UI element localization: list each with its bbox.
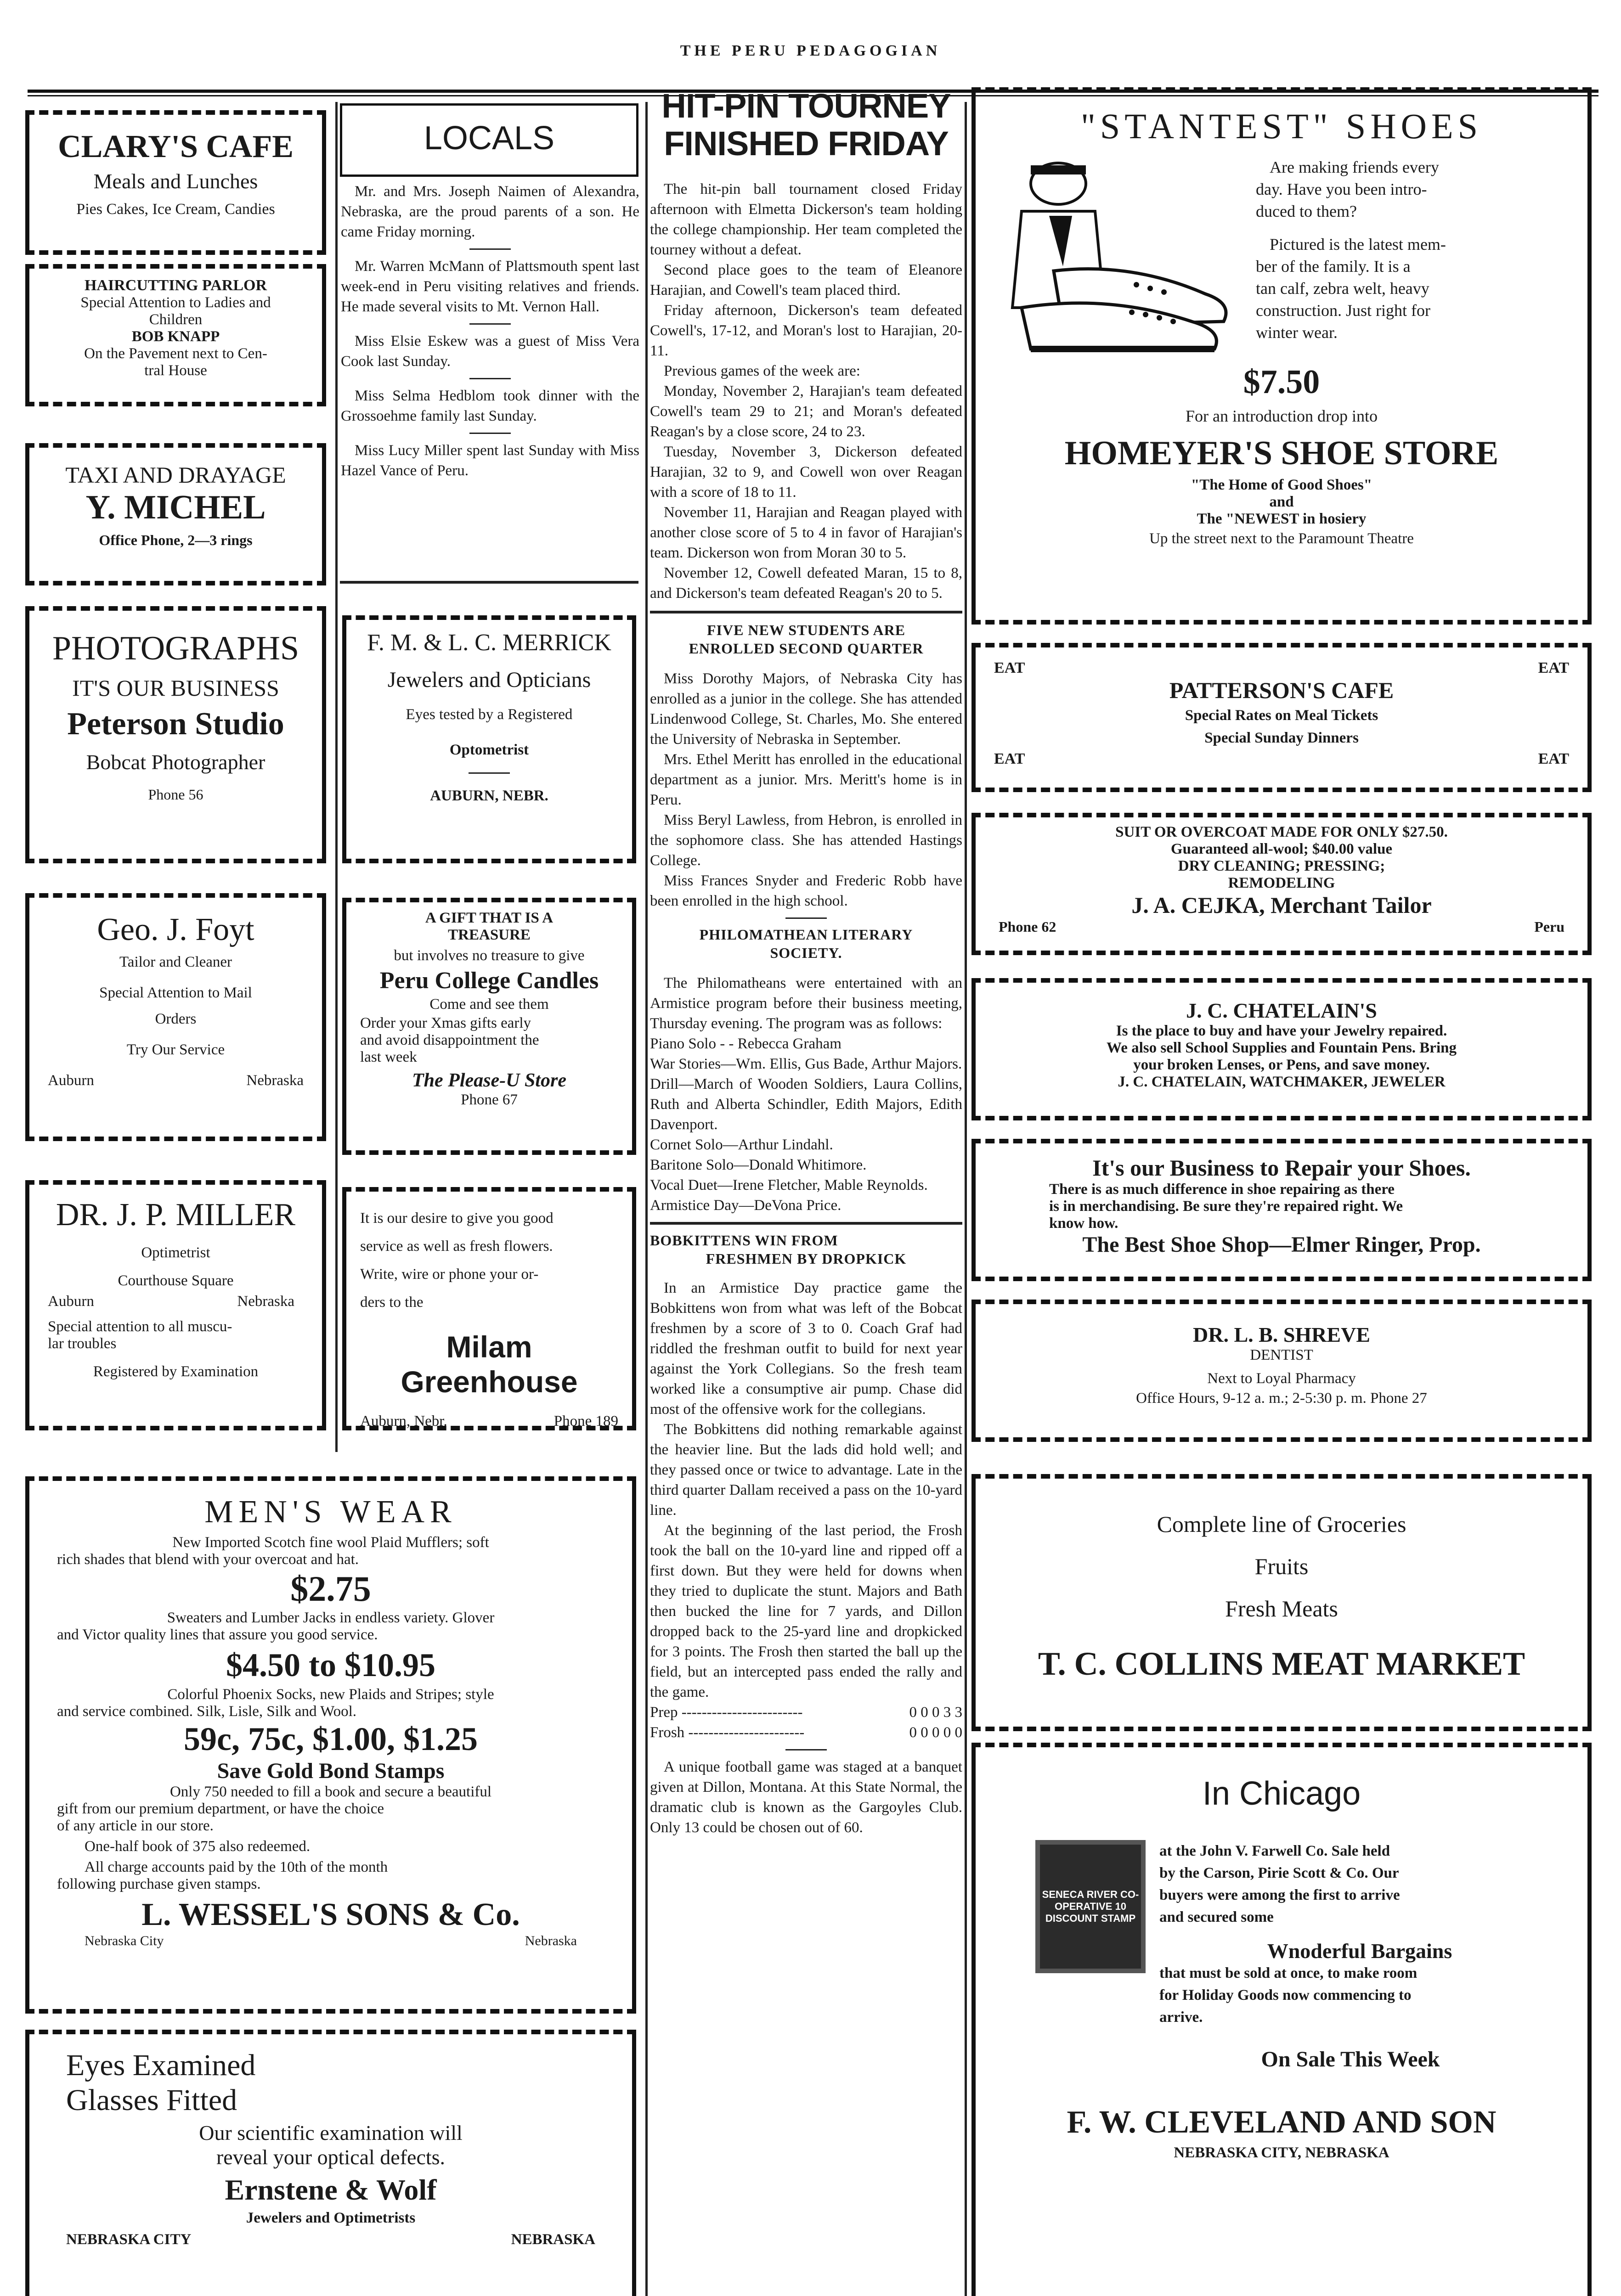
ad-name: Peterson Studio xyxy=(67,706,284,742)
program-line: Vocal Duet—Irene Fletcher, Mable Reynolds. xyxy=(650,1177,928,1193)
article-paragraph: Miss Beryl Lawless, from Hebron, is enrolled in the sophomore class. She has attended Hastings College. xyxy=(650,812,962,869)
ad-line: Save Gold Bond Stamps xyxy=(217,1759,445,1783)
ad-line: All charge accounts paid by the 10th of the month xyxy=(85,1859,388,1875)
ad-line: Our scientific examination will xyxy=(199,2121,463,2144)
ad-line: but involves no treasure to give xyxy=(394,947,585,964)
ad-title: Glasses Fitted xyxy=(66,2083,237,2117)
ad-line: arrive. xyxy=(1159,2009,1203,2026)
article-headline: FIVE NEW STUDENTS ARE xyxy=(706,622,906,638)
ad-chatelain xyxy=(971,978,1592,1120)
locals-item: Miss Elsie Eskew was a guest of Miss Vera Cook last Sunday. xyxy=(341,333,639,370)
ad-phone: Phone 56 xyxy=(148,786,203,803)
ad-clarys-cafe xyxy=(25,110,326,255)
locals-item: Miss Lucy Miller spent last Sunday with Miss Hazel Vance of Peru. xyxy=(341,442,639,479)
ad-haircutting-parlor xyxy=(25,264,326,406)
ad-line: Special Rates on Meal Tickets xyxy=(1185,707,1378,724)
locals-column xyxy=(341,181,639,481)
ad-title: Eyes Examined xyxy=(66,2048,256,2082)
shoe-illustration xyxy=(994,156,1251,358)
ad-line: and secured some xyxy=(1159,1909,1274,1925)
ad-line: and xyxy=(1269,494,1294,510)
article-paragraph: Second place goes to the team of Eleanore Harajian, and Cowell's team placed third. xyxy=(650,262,962,298)
ad-name: Y. MICHEL xyxy=(85,489,266,526)
article-paragraph: Miss Dorothy Majors, of Nebraska City has enrolled as a junior in the college. She has attended Lindenwood College, St. Charles, Mo. She entered the University of Nebraska in September. xyxy=(650,670,962,748)
ad-city: Peru xyxy=(1534,918,1565,935)
locals-item: Mr. Warren McMann of Plattsmouth spent last week-end in Peru visiting relatives and friends. He made several visits to Mt. Vernon Hall. xyxy=(341,258,639,315)
ad-title: CLARY'S CAFE xyxy=(58,129,294,164)
ad-line: buyers were among the first to arrive xyxy=(1159,1887,1400,1903)
ad-line: REMODELING xyxy=(1228,875,1335,891)
program-line: Cornet Solo—Arthur Lindahl. xyxy=(650,1137,833,1153)
ad-line: at the John V. Farwell Co. Sale held xyxy=(1159,1843,1390,1859)
ad-line: Fruits xyxy=(1254,1553,1309,1579)
ad-line: that must be sold at once, to make room xyxy=(1159,1965,1418,1981)
ad-line: Come and see them xyxy=(429,996,549,1013)
ad-line: Eyes tested by a Registered xyxy=(406,706,573,723)
ad-name: HOMEYER'S SHOE STORE xyxy=(1064,434,1499,472)
ad-city: Auburn xyxy=(48,1072,94,1089)
ad-line: construction. Just right for xyxy=(1256,301,1430,320)
locals-title: LOCALS xyxy=(424,120,555,157)
ad-title: HAIRCUTTING PARLOR xyxy=(84,277,267,294)
ad-line: tral House xyxy=(144,362,207,379)
ad-line: Special Sunday Dinners xyxy=(1204,730,1359,746)
ad-line: On the Pavement next to Cen- xyxy=(84,345,267,362)
ad-line: Special Attention to Mail xyxy=(99,985,252,1001)
column-rule xyxy=(645,102,648,2296)
ad-line: day. Have you been intro- xyxy=(1256,180,1427,198)
ad-collins-meat xyxy=(971,1474,1592,1731)
article-headline: SOCIETY. xyxy=(770,945,842,961)
ad-merrick xyxy=(342,615,636,863)
ad-line: Orders xyxy=(155,1011,197,1027)
ad-line: by the Carson, Pirie Scott & Co. Our xyxy=(1159,1865,1399,1881)
ad-line: service as well as fresh flowers. xyxy=(360,1238,553,1255)
ad-line: Optometrist xyxy=(449,742,529,758)
ad-mens-wear xyxy=(25,1476,636,2014)
ad-line: DENTIST xyxy=(1250,1347,1313,1363)
ad-line: "The Home of Good Shoes" xyxy=(1191,477,1372,493)
ad-line: lar troubles xyxy=(48,1335,117,1352)
ad-foyt xyxy=(25,893,326,1141)
ad-line: Sweaters and Lumber Jacks in endless variety. Glover xyxy=(167,1609,495,1626)
ad-title: In Chicago xyxy=(1202,1775,1361,1812)
ad-title: "STANTEST" SHOES xyxy=(1081,106,1482,146)
ad-line: TREASURE xyxy=(448,927,531,943)
article-paragraph: A unique football game was staged at a banquet given at Dillon, Montana. At this State Normal, the dramatic club is known as the Gargoyles Club. Only 13 could be chosen out of 60. xyxy=(650,1759,962,1836)
article-headline: BOBKITTENS WIN FROM xyxy=(650,1232,838,1249)
divider xyxy=(469,248,511,250)
ad-line: Children xyxy=(149,311,203,328)
ad-line: A GIFT THAT IS A xyxy=(425,910,554,926)
ad-line: your broken Lenses, or Pens, and save money. xyxy=(1133,1057,1430,1073)
ad-state: NEBRASKA xyxy=(511,2231,595,2248)
ad-line: Fresh Meats xyxy=(1225,1596,1338,1621)
program-line: Piano Solo - - Rebecca Graham xyxy=(650,1035,842,1052)
divider xyxy=(340,581,638,584)
article-headline: HIT-PIN TOURNEY xyxy=(661,87,951,125)
score-label: Frosh ----------------------- xyxy=(650,1724,805,1741)
divider xyxy=(650,1222,962,1225)
divider xyxy=(785,1749,827,1750)
article-headline: ENROLLED SECOND QUARTER xyxy=(689,640,924,657)
ad-line: Optimetrist xyxy=(141,1244,210,1261)
ad-line: Up the street next to the Paramount Theatre xyxy=(1149,530,1414,547)
seal-text: SENECA RIVER CO-OPERATIVE 10 DISCOUNT STAMP xyxy=(1042,1889,1139,1924)
ad-line: is in merchandising. Be sure they're repaired right. We xyxy=(1049,1198,1403,1215)
ad-state: Nebraska xyxy=(525,1933,577,1948)
ad-state: Nebraska xyxy=(246,1072,304,1089)
ad-line: Write, wire or phone your or- xyxy=(360,1266,539,1283)
ad-line: know how. xyxy=(1049,1215,1118,1232)
locals-item: Miss Selma Hedblom took dinner with the Grossoehme family last Sunday. xyxy=(341,388,639,424)
ad-line: and Victor quality lines that assure you good service. xyxy=(57,1626,378,1643)
ad-photographs xyxy=(25,606,326,863)
column-rule xyxy=(965,102,967,2296)
ad-name: F. M. & L. C. MERRICK xyxy=(367,630,611,656)
ad-line: SUIT OR OVERCOAT MADE FOR ONLY $27.50. xyxy=(1115,824,1448,840)
ad-line: There is as much difference in shoe repairing as there xyxy=(1049,1181,1395,1198)
article-paragraph: November 11, Harajian and Reagan played with another close score of 5 to 4 in favor of Harajian's team. Dickerson won from Moran 30 to 5. xyxy=(650,504,962,561)
ad-college-candles xyxy=(342,898,636,1155)
ad-line: Special attention to all muscu- xyxy=(48,1318,232,1335)
ad-taxi xyxy=(25,443,326,585)
article-paragraph: At the beginning of the last period, the Frosh took the ball on the 10-yard line and ripped off a first down. But they were held for downs when they tried to duplicate the stunt. Majors and Bath then bucked the line for 7 yards, and Dillon dropped back to the 25-yard line and dropkicked for 3 points. The Frosh then started the ball up the field, but an intercepted pass ended the rally and the game. xyxy=(650,1522,962,1700)
ad-line: Pies Cakes, Ice Cream, Candies xyxy=(76,201,275,218)
article-paragraph: In an Armistice Day practice game the Bobkittens won from what was left of the Bobcat freshmen by a score of 3 to 0. Coach Graf had riddled the freshman outfit to build for next year against the York Collegians. So the fresh team worked like a consumptive air pump. Chase did most of the offensive work for the collegians. xyxy=(650,1280,962,1418)
discount-stamp-seal xyxy=(1035,1840,1146,1973)
ad-city: AUBURN, NEBR. xyxy=(430,788,548,804)
article-paragraph: The hit-pin ball tournament closed Friday afternoon with Elmetta Dickerson's team holding the college championship. Her team completed the tourney without a defeat. xyxy=(650,181,962,258)
ad-name: F. W. CLEVELAND AND SON xyxy=(1067,2105,1497,2140)
ad-line: for Holiday Goods now commencing to xyxy=(1159,1987,1412,2003)
ad-milam-greenhouse xyxy=(342,1187,636,1430)
ad-line: last week xyxy=(360,1049,417,1065)
ad-line: One-half book of 375 also redeemed. xyxy=(85,1838,311,1855)
article-paragraph: Miss Frances Snyder and Frederic Robb have been enrolled in the high school. xyxy=(650,872,962,909)
ad-city: NEBRASKA CITY xyxy=(66,2231,192,2248)
locals-header xyxy=(340,103,638,177)
ad-line: Try Our Service xyxy=(126,1041,225,1058)
ad-title: It's our Business to Repair your Shoes. xyxy=(1092,1155,1471,1181)
ad-line: Are making friends every xyxy=(1270,158,1439,176)
article-paragraph: Friday afternoon, Dickerson's team defeated Cowell's, 17-12, and Moran's lost to Harajian, 20-11. xyxy=(650,302,962,359)
ad-line: and avoid disappointment the xyxy=(360,1032,539,1048)
ad-pattersons-cafe xyxy=(971,643,1592,792)
ad-line: Order your Xmas gifts early xyxy=(360,1015,531,1031)
article-hitpin xyxy=(650,87,962,1838)
ad-phone: Phone 189 xyxy=(554,1413,618,1429)
ad-name: L. WESSEL'S SONS & Co. xyxy=(141,1897,520,1932)
article-paragraph: The Philomatheans were entertained with an Armistice program before their business meeting, Thursday evening. The program was as follows: xyxy=(650,975,962,1032)
ad-line: and service combined. Silk, Lisle, Silk and Wool. xyxy=(57,1703,357,1720)
ad-line: tan calf, zebra welt, heavy xyxy=(1256,279,1429,298)
score-row xyxy=(650,1722,962,1743)
ad-line: Registered by Examination xyxy=(93,1363,259,1380)
ad-line: Next to Loyal Pharmacy xyxy=(1207,1370,1356,1387)
ad-ernstene-wolf xyxy=(25,2030,636,2296)
divider xyxy=(469,772,510,774)
score-row xyxy=(650,1702,962,1722)
ad-line: J. C. CHATELAIN, WATCHMAKER, JEWELER xyxy=(1118,1074,1446,1090)
ad-line: New Imported Scotch fine wool Plaid Mufflers; soft xyxy=(172,1534,489,1551)
ad-price: $2.75 xyxy=(290,1569,371,1609)
ad-line: DRY CLEANING; PRESSING; xyxy=(1178,858,1385,874)
ad-line: Pictured is the latest mem- xyxy=(1270,235,1446,253)
ad-name: Geo. J. Foyt xyxy=(97,912,254,947)
ad-name: Ernstene & Wolf xyxy=(225,2173,437,2206)
article-headline: FRESHMEN BY DROPKICK xyxy=(706,1250,907,1267)
ad-line: Bobcat Photographer xyxy=(86,750,265,774)
ad-city: Nebraska City xyxy=(85,1933,164,1948)
article-paragraph: Monday, November 2, Harajian's team defeated Cowell's team 29 to 21; and Moran's defeated Reagan's by a close score, 24 to 23. xyxy=(650,383,962,440)
ad-line: of any article in our store. xyxy=(57,1818,214,1834)
shoe-icon xyxy=(994,156,1251,358)
ad-price: $4.50 to $10.95 xyxy=(226,1647,435,1683)
ad-line: gift from our premium department, or have the choice xyxy=(57,1801,384,1817)
ad-city: Auburn xyxy=(48,1293,94,1310)
divider xyxy=(469,433,511,434)
article-paragraph: Previous games of the week are: xyxy=(664,363,860,379)
article-paragraph: November 12, Cowell defeated Maran, 15 to 8, and Dickerson's team defeated Reagan's 20 to 5. xyxy=(650,565,962,602)
ad-line: Colorful Phoenix Socks, new Plaids and Stripes; style xyxy=(167,1686,494,1703)
ad-price: 59c, 75c, $1.00, $1.25 xyxy=(184,1721,478,1757)
ad-line: Courthouse Square xyxy=(118,1272,234,1289)
ad-line: duced to them? xyxy=(1256,202,1357,220)
ad-name: DR. L. B. SHREVE xyxy=(1193,1323,1370,1346)
ad-cejka-tailor xyxy=(971,813,1592,955)
program-line: Armistice Day—DeVona Price. xyxy=(650,1197,842,1214)
ad-line: Guaranteed all-wool; $40.00 value xyxy=(1170,841,1393,857)
ad-eat: EAT xyxy=(1538,659,1569,676)
divider xyxy=(469,378,511,379)
ad-eat: EAT xyxy=(994,750,1025,767)
ad-line: Special Attention to Ladies and xyxy=(80,294,271,311)
ad-line: It is our desire to give you good xyxy=(360,1210,554,1227)
column-rule xyxy=(335,102,338,1452)
ad-line: Is the place to buy and have your Jewelry repaired. xyxy=(1116,1023,1447,1039)
ad-title: PHOTOGRAPHS xyxy=(52,630,299,667)
ad-line: following purchase given stamps. xyxy=(57,1876,261,1892)
ad-line: ber of the family. It is a xyxy=(1256,257,1411,276)
ad-line: rich shades that blend with your overcoat and hat. xyxy=(57,1551,359,1568)
masthead-title: THE PERU PEDAGOGIAN xyxy=(680,42,941,59)
locals-item: Mr. and Mrs. Joseph Naimen of Alexandra, Nebraska, are the proud parents of a son. He came Friday morning. xyxy=(341,183,639,240)
article-paragraph: The Bobkittens did nothing remarkable against the heavier line. But the lads did hold well; and they passed once or twice to advantage. Late in the third quarter Dallam received a pass on the 10-yard line. xyxy=(650,1421,962,1519)
divider xyxy=(469,323,511,325)
program-line: Baritone Solo—Donald Whitimore. xyxy=(650,1157,867,1173)
program-line: Drill—March of Wooden Soldiers, Laura Collins, Ruth and Alberta Schindler, Edith Majors, Edith Davenport. xyxy=(650,1076,962,1133)
ad-line: reveal your optical defects. xyxy=(216,2145,446,2169)
ad-eat: EAT xyxy=(994,659,1025,676)
ad-line: Meals and Lunches xyxy=(93,169,258,193)
article-paragraph: Tuesday, November 3, Dickerson defeated Harajian, 32 to 9, and Cowell won over Reagan with a score of 18 to 11. xyxy=(650,444,962,501)
ad-name: J. C. CHATELAIN'S xyxy=(1186,999,1377,1022)
ad-line: Only 750 needed to fill a book and secure a beautiful xyxy=(169,1784,492,1800)
score-value: 0 0 0 0 0 xyxy=(909,1724,962,1741)
ad-line: For an introduction drop into xyxy=(1186,407,1378,425)
ad-name: BOB KNAPP xyxy=(131,328,220,345)
ad-name: PATTERSON'S CAFE xyxy=(1169,677,1394,703)
ad-stantest-shoes xyxy=(971,87,1592,625)
ad-name: Milam Greenhouse xyxy=(401,1330,578,1399)
ad-name: The Best Shoe Shop—Elmer Ringer, Prop. xyxy=(1082,1232,1481,1257)
ad-line: winter wear. xyxy=(1256,323,1338,342)
ad-name: J. A. CEJKA, Merchant Tailor xyxy=(1131,892,1432,918)
ad-line: ders to the xyxy=(360,1294,424,1311)
ad-line: Tailor and Cleaner xyxy=(119,954,232,970)
ad-name: Peru College Candles xyxy=(379,968,599,994)
score-value: 0 0 0 3 3 xyxy=(909,1704,962,1721)
ad-phone: Phone 67 xyxy=(461,1092,518,1108)
ad-name: T. C. COLLINS MEAT MARKET xyxy=(1038,1645,1525,1682)
ad-name: DR. J. P. MILLER xyxy=(56,1197,296,1232)
ad-line: IT'S OUR BUSINESS xyxy=(72,675,279,701)
ad-line: The "NEWEST in hosiery xyxy=(1197,511,1367,527)
ad-title: MEN'S WEAR xyxy=(204,1494,457,1530)
ad-line: Office Hours, 9-12 a. m.; 2-5:30 p. m. Phone 27 xyxy=(1136,1390,1427,1407)
ad-phone: Phone 62 xyxy=(999,918,1056,935)
article-headline: FINISHED FRIDAY xyxy=(664,124,949,163)
ad-city: Auburn, Nebr. xyxy=(360,1413,447,1429)
ad-dr-shreve xyxy=(971,1300,1592,1442)
divider xyxy=(785,917,827,919)
ad-cleveland xyxy=(971,1743,1592,2296)
program-line: War Stories—Wm. Ellis, Gus Bade, Arthur Majors. xyxy=(650,1056,962,1072)
article-paragraph: Mrs. Ethel Meritt has enrolled in the educational department as a junior. Mrs. Meritt's home is in Peru. xyxy=(650,751,962,808)
ad-title: TAXI AND DRAYAGE xyxy=(65,462,286,488)
ad-line: Complete line of Groceries xyxy=(1157,1511,1406,1537)
ad-state: Nebraska xyxy=(237,1293,294,1310)
ad-phone: Office Phone, 2—3 rings xyxy=(99,532,253,548)
ad-sale: On Sale This Week xyxy=(1261,2047,1440,2071)
ad-shoe-repair xyxy=(971,1139,1592,1281)
ad-eat: EAT xyxy=(1538,750,1569,767)
article-headline: PHILOMATHEAN LITERARY xyxy=(699,926,913,943)
ad-subtitle: Wnoderful Bargains xyxy=(1267,1939,1452,1963)
ad-line: We also sell School Supplies and Fountain Pens. Bring xyxy=(1107,1040,1457,1056)
divider xyxy=(650,611,962,613)
score-label: Prep ------------------------ xyxy=(650,1704,803,1721)
ad-city: NEBRASKA CITY, NEBRASKA xyxy=(1174,2144,1389,2161)
ad-price: $7.50 xyxy=(1243,363,1320,401)
ad-line: Jewelers and Opticians xyxy=(387,668,591,692)
ad-store: The Please-U Store xyxy=(412,1070,566,1091)
ad-dr-miller xyxy=(25,1180,326,1430)
ad-line: Jewelers and Optimetrists xyxy=(246,2210,416,2226)
